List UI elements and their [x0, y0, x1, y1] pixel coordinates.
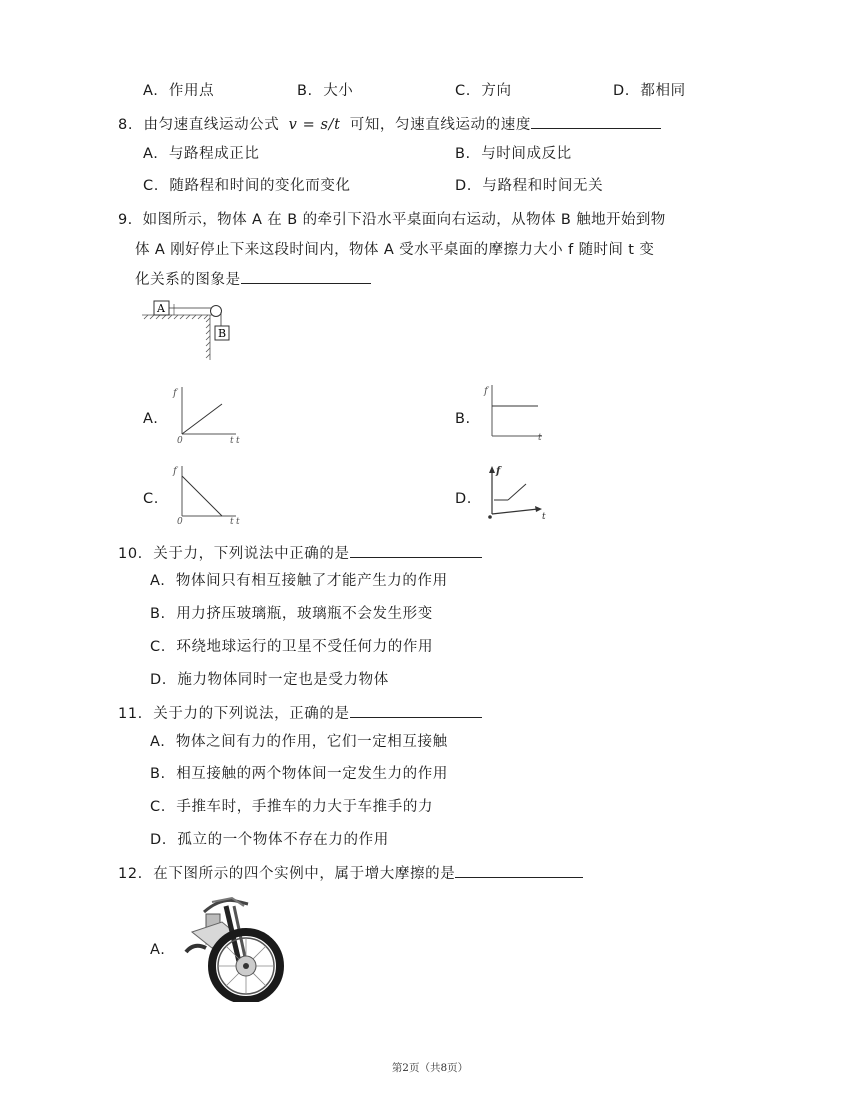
- formula: v = s/t: [288, 117, 341, 133]
- option-text: 用力挤压玻璃瓶，玻璃瓶不会发生形变: [176, 606, 433, 622]
- option-text: 环绕地球运行的卫星不受任何力的作用: [176, 639, 434, 655]
- q9-stem-line1: [118, 209, 666, 231]
- q10-stem: [118, 543, 482, 565]
- option-letter: C.: [143, 178, 159, 194]
- option-text: 大小: [323, 83, 354, 99]
- option-text: 随路程和时间的变化而变化: [169, 178, 351, 194]
- block-a-label: A: [157, 302, 165, 315]
- option-letter: D.: [613, 83, 630, 99]
- option-letter: B.: [455, 146, 471, 162]
- graph-a: [170, 382, 250, 444]
- pulley-apparatus-figure: [140, 298, 250, 364]
- x-axis-label: t: [230, 436, 234, 444]
- table-surface: [142, 315, 212, 360]
- origin-label: 0: [177, 517, 183, 526]
- answer-blank: [350, 703, 482, 718]
- q11-option-b: [150, 763, 448, 785]
- q10-option-a: [150, 570, 448, 592]
- option-letter: D.: [455, 178, 472, 194]
- q11-option-a: [150, 731, 448, 753]
- option-text: 与时间成反比: [481, 146, 572, 162]
- option-letter: D.: [150, 832, 167, 848]
- option-text: 作用点: [168, 83, 215, 99]
- graph-c: [170, 462, 250, 526]
- q7-option-b: [297, 80, 353, 102]
- q10-option-c: [150, 636, 433, 658]
- option-text: 与路程成正比: [168, 146, 260, 162]
- q9-option-d-letter: D.: [455, 491, 472, 507]
- option-letter: A.: [150, 734, 166, 750]
- answer-blank: [455, 863, 583, 878]
- q8-stem: [118, 114, 661, 136]
- option-letter: A.: [143, 83, 159, 99]
- option-text: 施力物体同时一定也是受力物体: [177, 672, 389, 688]
- pulley: [211, 306, 222, 317]
- option-letter: B.: [150, 606, 166, 622]
- question-text: 如图所示，物体 A 在 B 的牵引下沿水平桌面向右运动，从物体 B 触地开始到物: [142, 212, 666, 228]
- x-axis-label: t: [542, 512, 546, 522]
- question-text: 可知，匀速直线运动的速度: [349, 117, 531, 133]
- q9-stem-line2: [135, 239, 654, 261]
- q10-option-b: [150, 603, 433, 625]
- y-axis-label: f: [484, 386, 488, 397]
- question-number: 11.: [118, 706, 143, 722]
- question-number: 12.: [118, 866, 143, 882]
- question-text: 在下图所示的四个实例中，属于增大摩擦的是: [153, 866, 456, 882]
- option-text: 相互接触的两个物体间一定发生力的作用: [176, 766, 448, 782]
- q12-option-a-letter: A.: [150, 942, 166, 958]
- answer-blank: [350, 543, 482, 558]
- origin-label: 0: [177, 436, 183, 444]
- question-text: 由匀速直线运动公式: [143, 117, 280, 133]
- q11-option-d: [150, 829, 389, 851]
- q7-option-a: [143, 80, 214, 102]
- graph-b: [480, 380, 560, 442]
- svg-text:t: t: [236, 436, 240, 444]
- q9-option-c-letter: C.: [143, 491, 159, 507]
- q12-stem: [118, 863, 583, 885]
- y-axis-label: f: [173, 466, 177, 477]
- question-text: 关于力，下列说法中正确的是: [153, 546, 350, 562]
- q7-option-d: [613, 80, 686, 102]
- question-text: 化关系的图象是: [135, 272, 241, 288]
- q11-option-c: [150, 796, 433, 818]
- motorcycle-wheel-photo: [182, 892, 300, 1002]
- question-number: 8.: [118, 117, 134, 133]
- option-text: 手推车时，手推车的力大于车推手的力: [176, 799, 434, 815]
- x-axis-label: t: [538, 433, 542, 442]
- option-letter: A.: [150, 573, 166, 589]
- q8-option-d: [455, 175, 603, 197]
- y-axis-label: f: [496, 466, 501, 477]
- question-number: 10.: [118, 546, 143, 562]
- q9-option-a-letter: A.: [143, 411, 159, 427]
- q8-option-c: [143, 175, 351, 197]
- option-letter: C.: [150, 639, 166, 655]
- question-text: 体 A 刚好停止下来这段时间内，物体 A 受水平桌面的摩擦力大小 f 随时间 t 变: [135, 242, 655, 258]
- option-text: 物体之间有力的作用，它们一定相互接触: [175, 734, 448, 750]
- option-text: 都相同: [640, 83, 686, 99]
- question-number: 9.: [118, 212, 133, 228]
- graph-d: [480, 464, 560, 524]
- option-letter: D.: [150, 672, 167, 688]
- answer-blank: [531, 114, 661, 129]
- q8-option-b: [455, 143, 572, 165]
- option-text: 方向: [481, 83, 512, 99]
- question-text: 关于力的下列说法，正确的是: [153, 706, 350, 722]
- q8-option-a: [143, 143, 260, 165]
- q11-stem: [118, 703, 482, 725]
- answer-blank: [241, 269, 371, 284]
- y-axis-label: f: [173, 388, 177, 399]
- q9-option-b-letter: B.: [455, 411, 471, 427]
- block-b-label: B: [218, 327, 227, 340]
- q7-option-c: [455, 80, 512, 102]
- option-letter: A.: [143, 146, 159, 162]
- q10-option-d: [150, 669, 389, 691]
- option-text: 与路程和时间无关: [482, 178, 604, 194]
- option-letter: B.: [297, 83, 313, 99]
- x-axis-label: t: [230, 517, 234, 526]
- option-letter: C.: [150, 799, 166, 815]
- option-letter: C.: [455, 83, 471, 99]
- option-text: 物体间只有相互接触了才能产生力的作用: [175, 573, 448, 589]
- option-letter: B.: [150, 766, 166, 782]
- q9-stem-line3: [135, 269, 371, 291]
- page-footer: 第2页（共8页）: [391, 1062, 469, 1074]
- svg-text:t: t: [236, 517, 240, 526]
- option-text: 孤立的一个物体不存在力的作用: [177, 832, 389, 848]
